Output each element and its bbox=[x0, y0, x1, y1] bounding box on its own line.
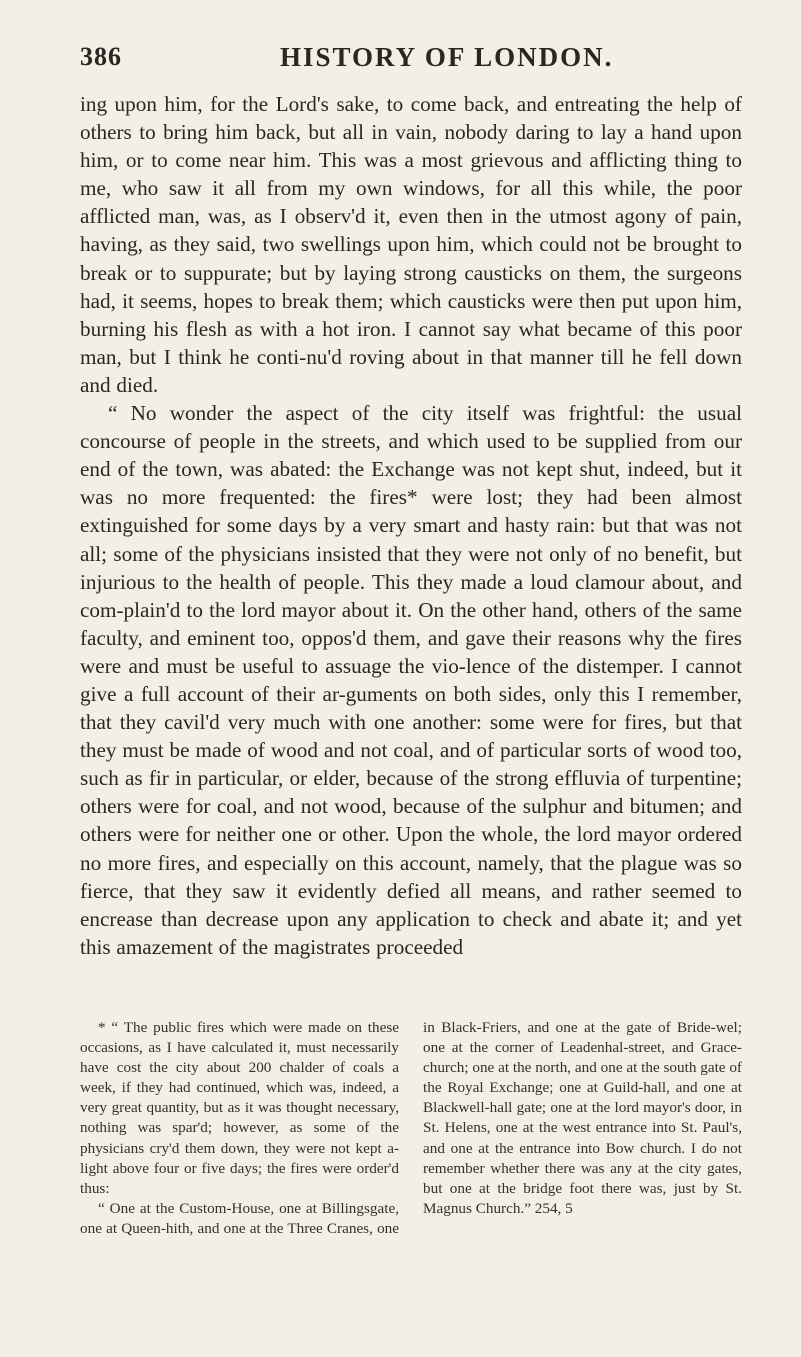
footnote bbox=[80, 1018, 742, 1239]
paragraph: ing upon him, for the Lord's sake, to come back, and entreating the help of others to bring him back, but all in vain, nobody daring to lay a hand upon him, or to come near him. This was a most grievous and afflicting thing to me, who saw it all from my own windows, for all this while, the poor afflicted man, was, as I observ'd it, even then in the utmost agony of pain, having, as they said, two swellings upon him, which could not be brought to break or to suppurate; but by laying strong causticks on them, the surgeons had, it seems, hopes to break them; which causticks were then put upon him, burning his flesh as with a hot iron. I cannot say what became of this poor man, but I think he conti-nu'd roving about in that manner till he fell down and died. bbox=[80, 92, 742, 397]
running-head: HISTORY OF LONDON. bbox=[280, 42, 614, 72]
footnote-paragraph: * “ The public fires which were made on these occasions, as I have calculated it, must necessarily have cost the city about 200 chalder of coals a week, if they had continued, which was, indeed, a very great quantity, but as it was thought necessary, nothing was spar'd; however, as some of the physicians cry'd them down, they were not kept a-light above four or five days; the fires were order'd thus: bbox=[80, 1019, 399, 1197]
main-text bbox=[80, 90, 742, 961]
paragraph: “ No wonder the aspect of the city itself was frightful: the usual concourse of people in the streets, and which used to be supplied from our end of the town, was abated: the Exchange was not kept shut, indeed, but it was no more frequented: the fires* were lost; they had been almost extinguished for some days by a very smart and hasty rain: but that was not all; some of the physicians insisted that they were not only of no benefit, but injurious to the health of people. This they made a loud clamour about, and com-plain'd to the lord mayor about it. On the other hand, others of the same faculty, and eminent too, oppos'd them, and gave their reasons why the fires were and must be useful to assuage the vio-lence of the distemper. I cannot give a full account of their ar-guments on both sides, only this I remember, that they cavil'd very much with one another: some were for fires, but that they must be made of wood and not coal, and of particular sorts of wood too, such as fir in particular, or elder, because of the strong effluvia of turpentine; others were for coal, and not wood, because of the sulphur and bitumen; and others were for neither one or other. Upon the whole, the lord mayor ordered no more fires, and especially on this account, namely, that the plague was so fierce, that they saw it evidently defied all means, and rather seemed to encrease than decrease upon any application to check and abate it; and yet this amazement of the magistrates proceeded bbox=[80, 401, 742, 959]
page-number: 386 bbox=[80, 42, 122, 71]
footnote-paragraph: “ One at the Custom-House, one at Billingsgate, one at Queen-hith, and one at the Three Cranes, one in Black-Friers, and one at the gate of Bride-wel; one at the corner of Leadenhal-street, and Grace-church; one at the north, and one at the south gate of the Royal Exchange; one at Guild-hall, and one at Blackwell-hall gate; one at the lord mayor's door, in St. Helens, one at the west entrance into St. Paul's, and one at the entrance into Bow church. I do not remember whether there was any at the city gates, but one at the bridge foot there was, just by St. Magnus Church.” 254, 5 bbox=[80, 1019, 742, 1237]
page-header bbox=[80, 42, 761, 82]
